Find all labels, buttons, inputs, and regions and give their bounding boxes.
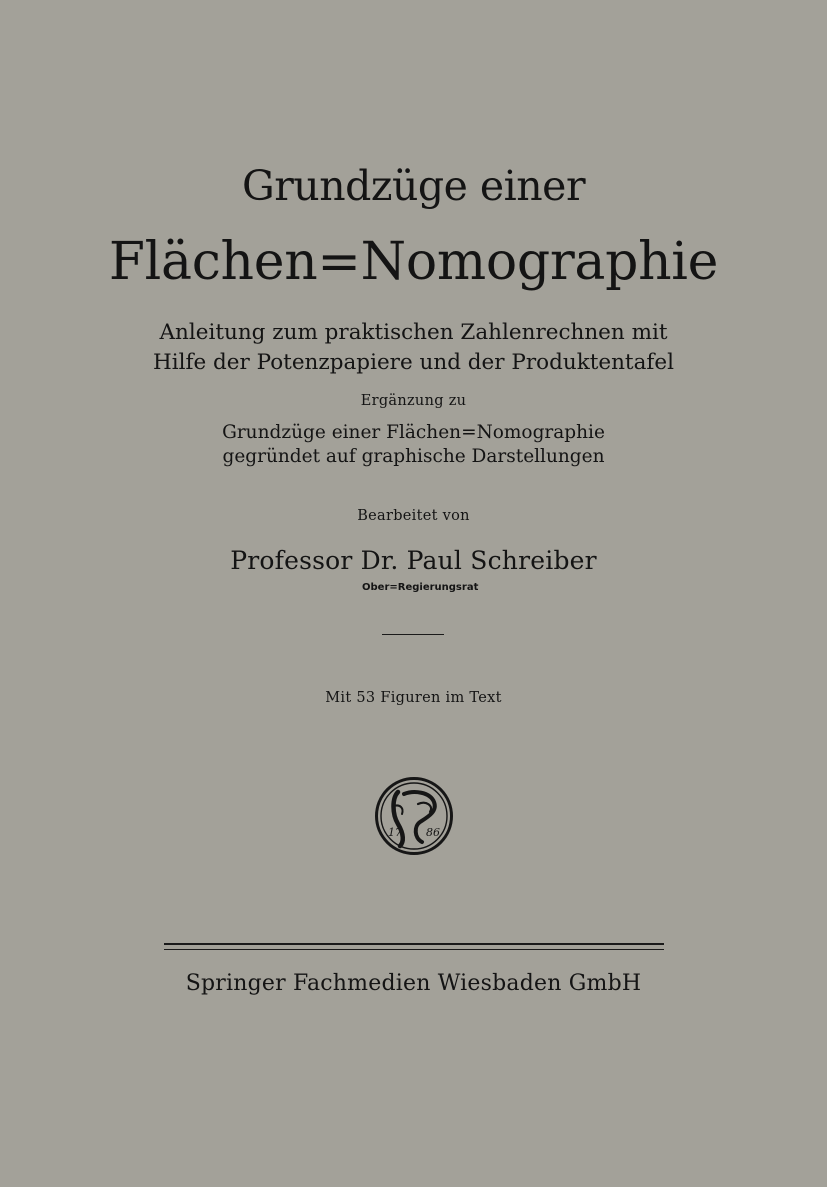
subtitle-line-1: Anleitung zum praktischen Zahlenrechnen mit <box>159 320 668 345</box>
publisher-name: Springer Fachmedien Wiesbaden GmbH <box>185 971 642 996</box>
divider-rule <box>382 634 444 635</box>
supplement-label: Ergänzung zu <box>360 393 467 409</box>
book-title: Flächen=Nomographie <box>108 232 719 292</box>
edited-by-label: Bearbeitet von <box>357 508 470 524</box>
seal-year-left: 17 <box>388 826 402 839</box>
publisher-rule-bottom <box>164 949 664 950</box>
publisher-rule-top <box>164 943 664 945</box>
author-name: Professor Dr. Paul Schreiber <box>230 546 597 575</box>
figures-note: Mit 53 Figuren im Text <box>325 690 502 706</box>
subtitle-line-2: Hilfe der Potenzpapiere und der Produktentafel <box>153 350 674 375</box>
author-title: Ober=Regierungsrat <box>362 582 479 593</box>
springer-seal-icon <box>374 776 454 856</box>
reference-line-2: gegründet auf graphische Darstellungen <box>222 446 605 467</box>
seal-year-right: 86 <box>426 826 440 839</box>
reference-line-1: Grundzüge einer Flächen=Nomographie <box>222 422 605 443</box>
title-prefix: Grundzüge einer <box>241 162 586 210</box>
